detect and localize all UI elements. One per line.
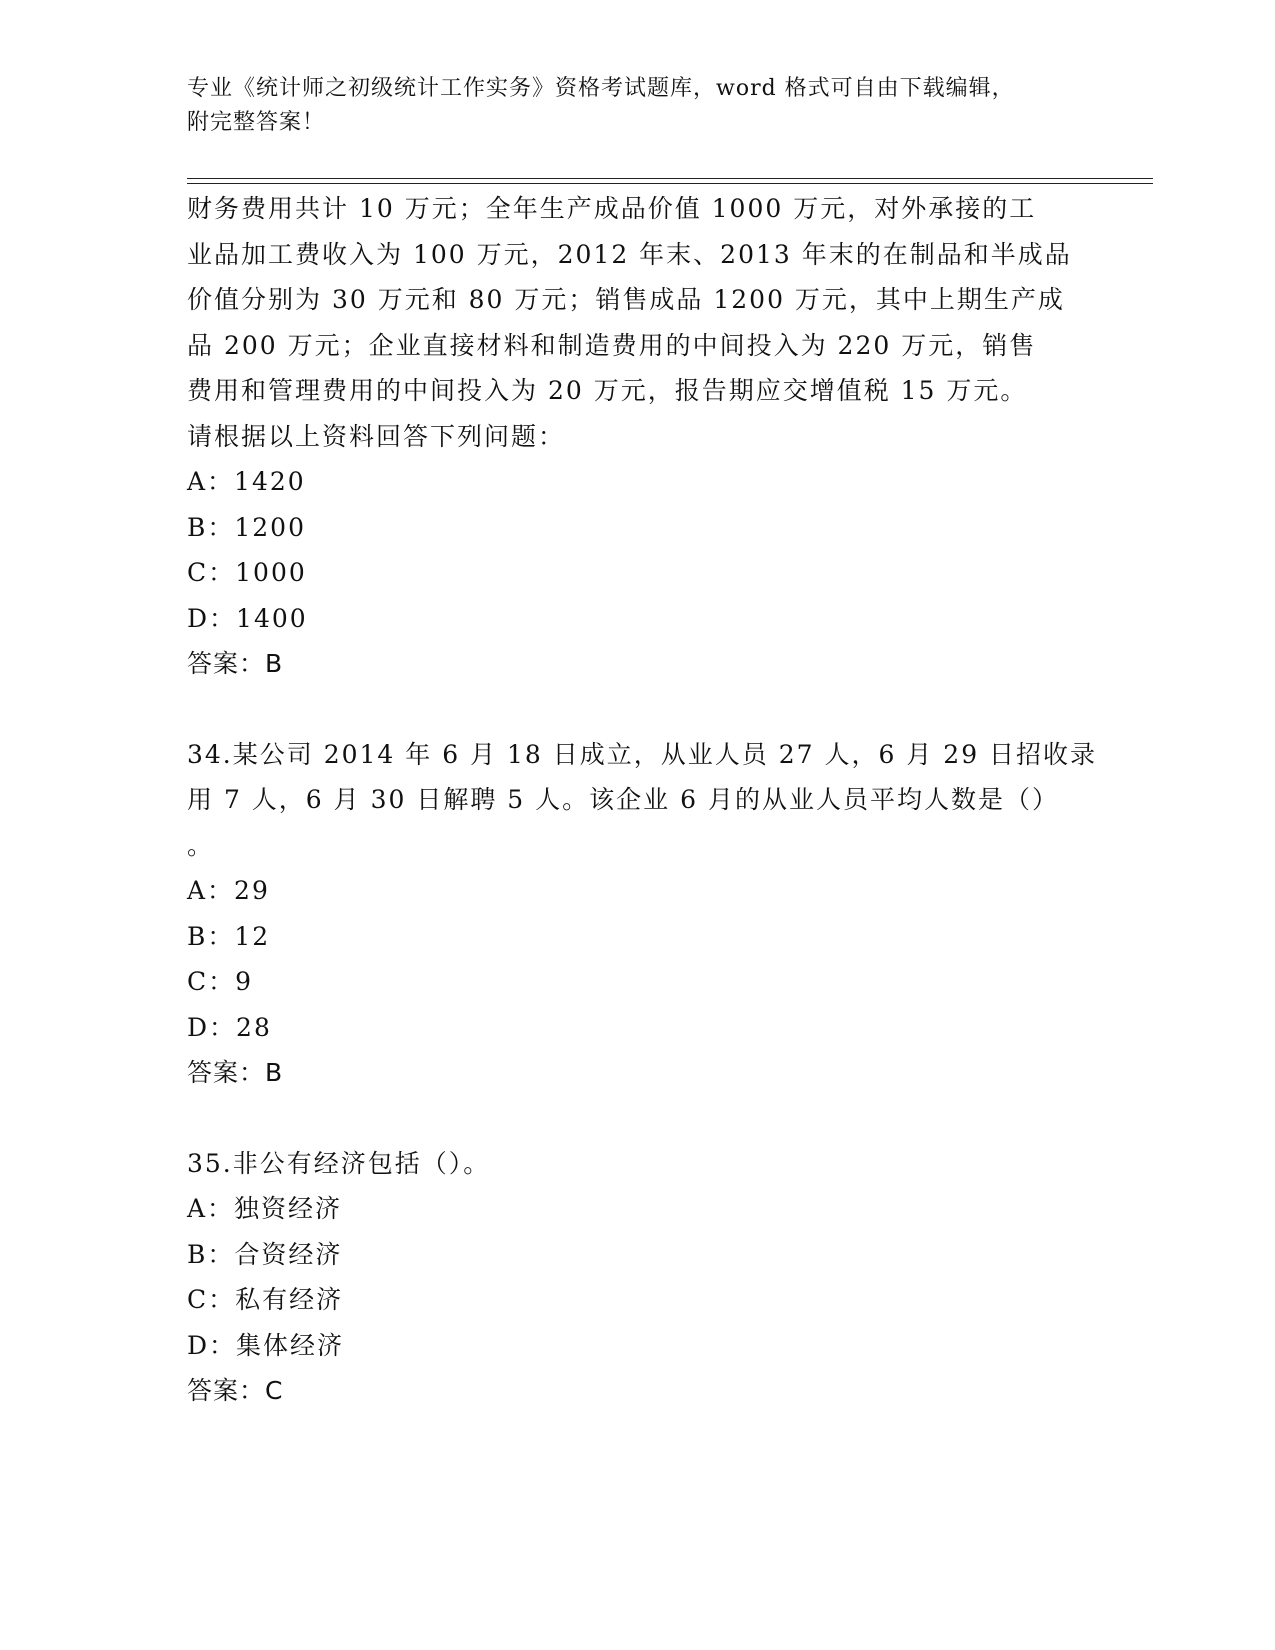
header-divider-bottom [187,183,1153,184]
spacer [187,687,1087,732]
answer-line: 答案：B [187,1058,284,1087]
document-body [187,186,1098,1414]
option-a: A：1420 [187,467,306,496]
question-stem-line: 用 7 人，6 月 30 日解聘 5 人。该企业 6 月的从业人员平均人数是（） [187,785,1059,814]
option-c: C：1000 [187,558,307,587]
spacer [187,1096,1087,1141]
question-34 [187,732,1098,1096]
option-a: A：29 [187,876,270,905]
option-c: C：私有经济 [187,1285,344,1314]
question-stem-line: 费用和管理费用的中间投入为 20 万元，报告期应交增值税 15 万元。 [187,376,1028,405]
document-header [187,72,1067,140]
question-stem-line: 财务费用共计 10 万元；全年生产成品价值 1000 万元，对外承接的工 [187,194,1037,223]
question-stem-line: 34.某公司 2014 年 6 月 18 日成立，从业人员 27 人，6 月 29 日招收录 [187,739,1098,769]
question-35 [187,1141,1087,1414]
question-stem-line: 品 200 万元；企业直接材料和制造费用的中间投入为 220 万元，销售 [187,330,1037,360]
answer-line: 答案：B [187,649,284,678]
option-d: D：28 [187,1012,272,1042]
option-b: B：合资经济 [187,1239,343,1269]
option-a: A：独资经济 [187,1194,343,1223]
question-stem-line: 业品加工费收入为 100 万元，2012 年末、2013 年末的在制品和半成品 [187,239,1072,269]
option-c: C：9 [187,967,254,996]
answer-line: 答案：C [187,1376,284,1405]
question-stem-line: 请根据以上资料回答下列问题： [187,421,566,451]
option-d: D：集体经济 [187,1330,345,1360]
header-line-2: 附完整答案！ [187,110,326,135]
question-stem-line: 价值分别为 30 万元和 80 万元；销售成品 1200 万元，其中上期生产成 [187,285,1065,314]
option-b: B：1200 [187,512,306,542]
option-d: D：1400 [187,603,308,633]
question-stem-line: 35.非公有经济包括（）。 [187,1148,491,1178]
header-divider-top [187,178,1153,179]
option-b: B：12 [187,921,271,951]
header-line-1: 专业《统计师之初级统计工作实务》资格考试题库，word 格式可自由下载编辑， [187,76,1015,101]
question-stem-line: 。 [187,830,215,860]
question-33 [187,186,1087,687]
